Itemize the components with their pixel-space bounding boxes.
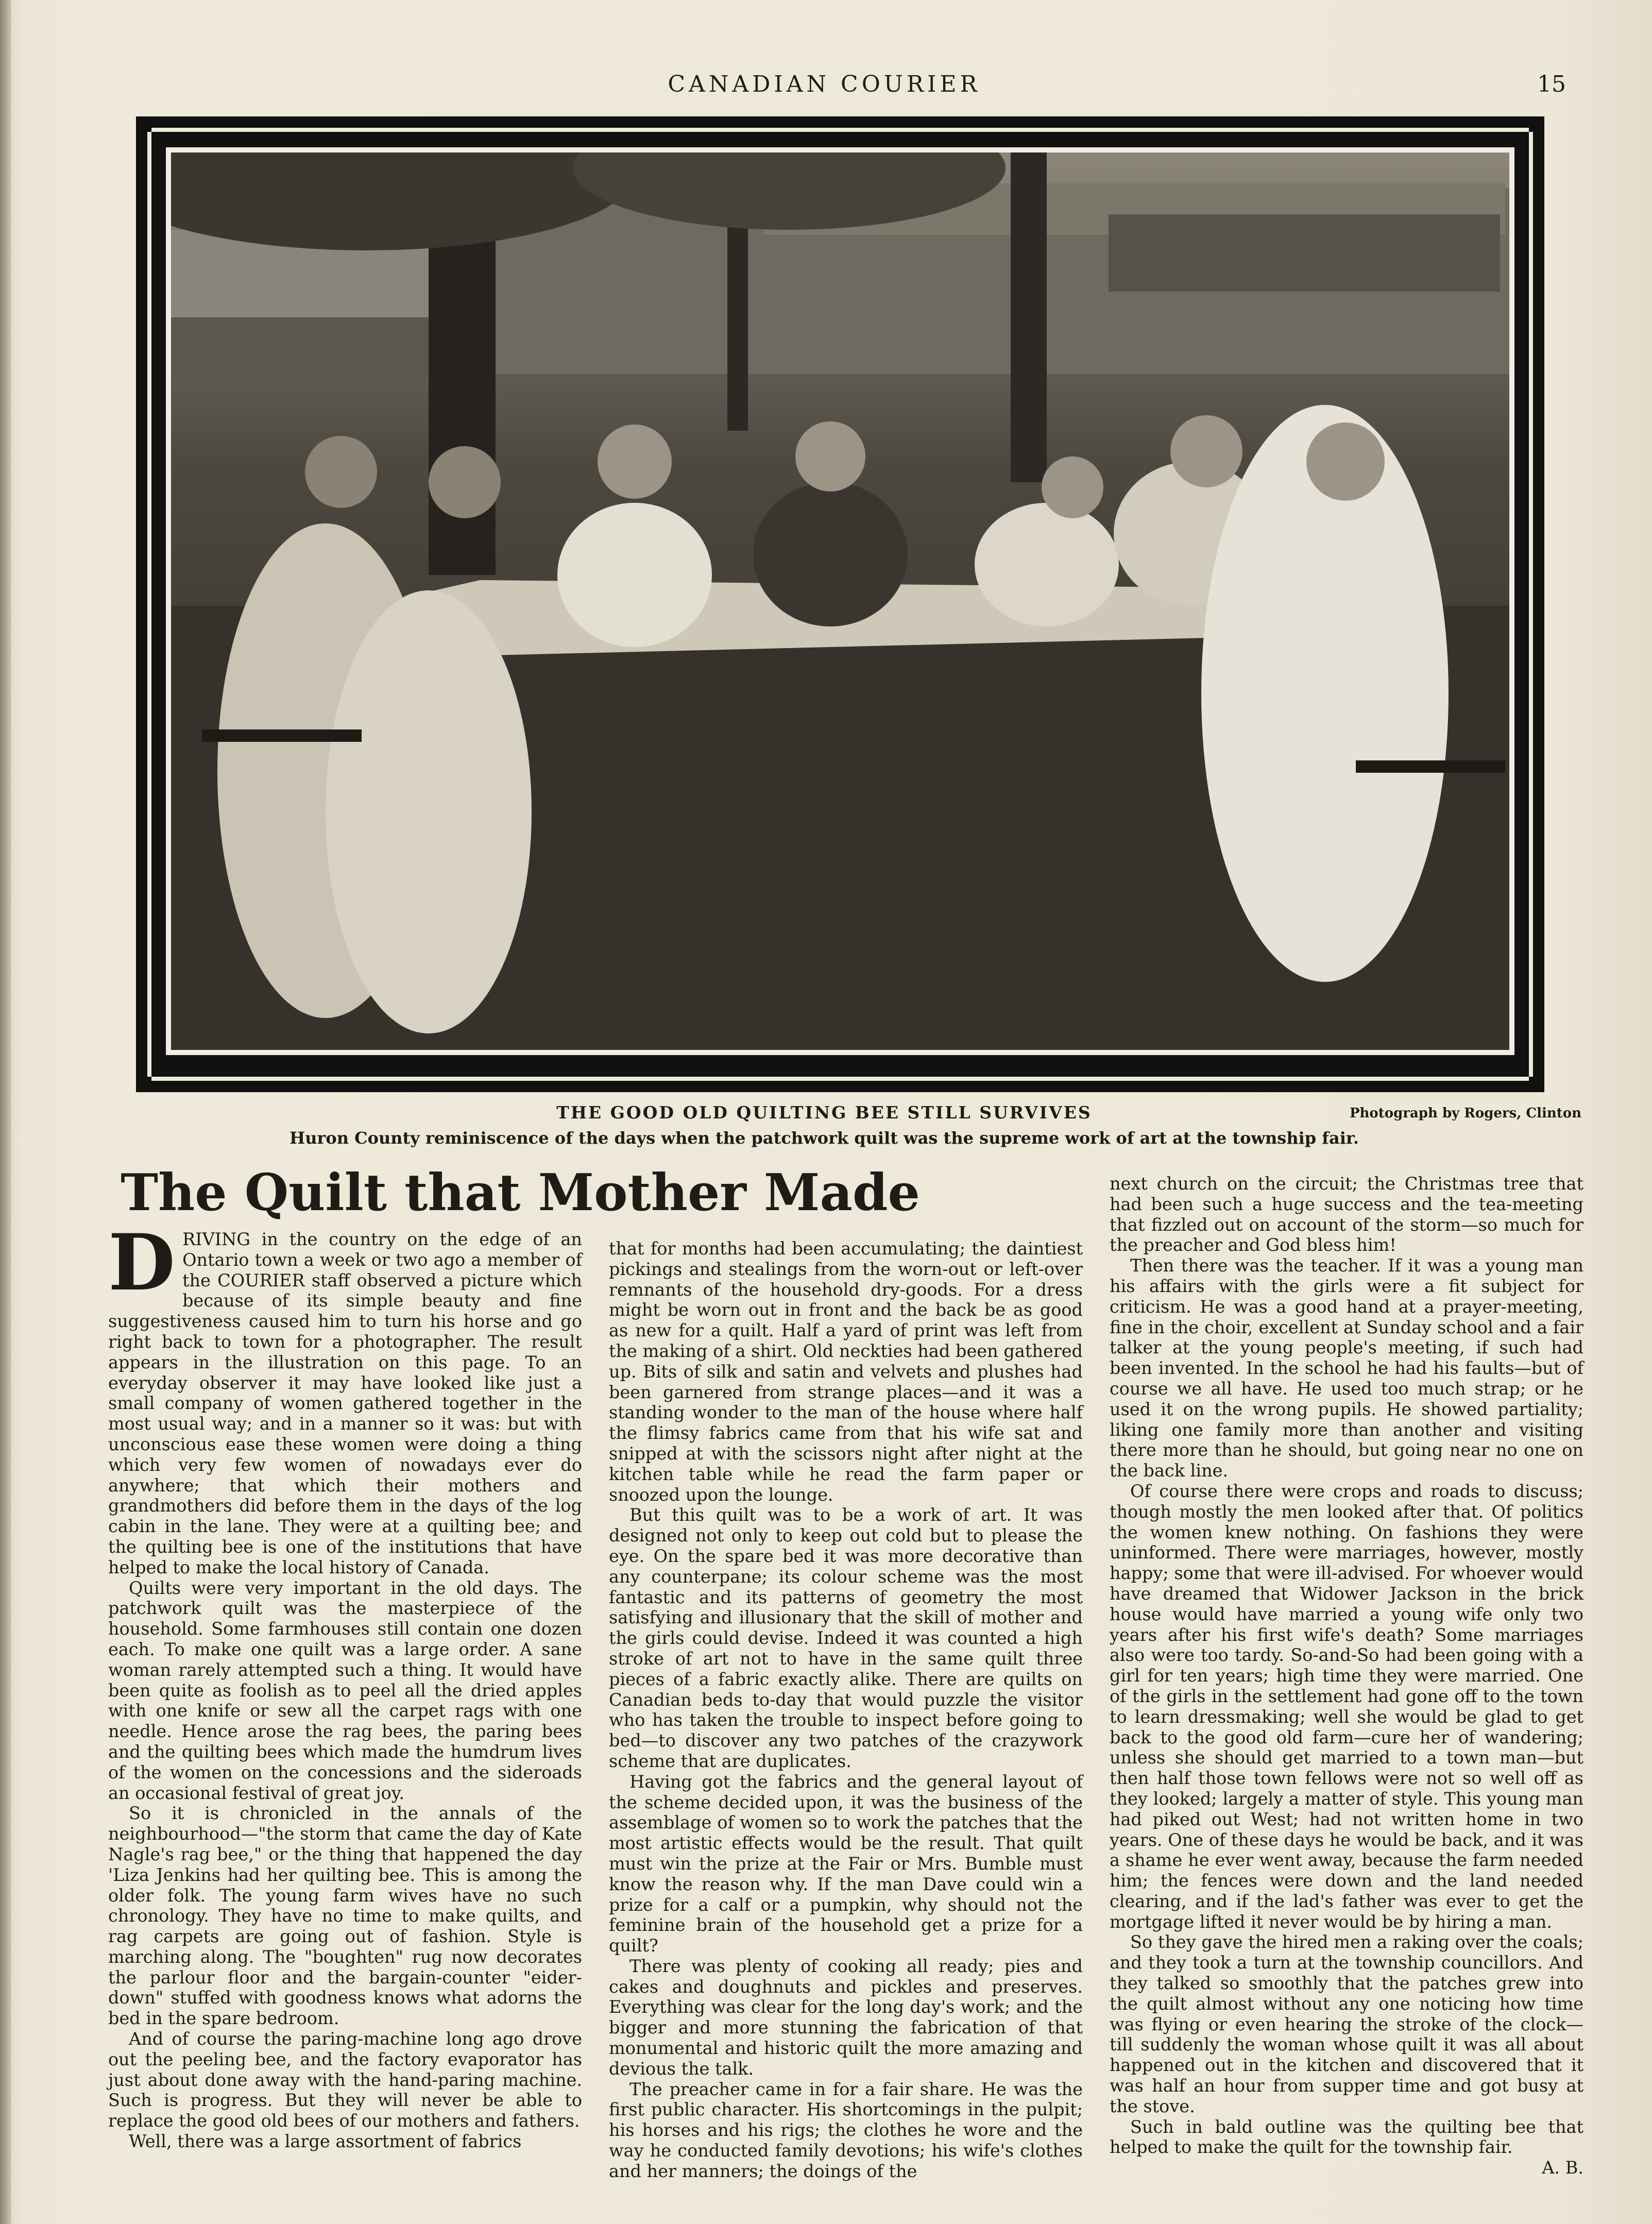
quilting-bee-photograph [166,147,1514,1055]
article-column-1 [108,1217,582,2152]
page-binding-edge [0,0,11,2224]
paragraph: Of course there were crops and roads to discuss; though mostly the men looked after that. Of politics the women knew nothing. On fashions they were uninformed. There were marriages, however, mostly happy; some that were ill-advised. For whoever would have dreamed that Widower Jackson in the brick house would have married a young wife only two years after his first wife's death? Some marriages also were too tardy. So-and-So had been going with a girl for ten years; high time they were married. One of the girls in the settlement had gone off to the town to learn dressmaking; well she would be glad to get back to the good old farm—cure her of wandering; unless she should get married to a town man—but then half those town fellows were not so well off as they looked; largely a matter of style. This young man had piked out West; had not written home in two years. One of these days he would be back, and it was a shame he ever went away, because the farm needed him; the fences were down and the land needed clearing, and if the lad's father was ever to get the mortgage lifted it never would be by hiring a man. [1110,1481,1583,1932]
paragraph: So they gave the hired men a raking over the coals; and they took a turn at the township councillors. And they talked so smoothly that the patches grew into the quilt almost without any one noticing how time was flying or even hearing the stroke of the clock—till suddenly the woman whose quilt it was all about happened out in the kitchen and discovered that it was half an hour from supper time and got busy at the stove. [1110,1932,1583,2116]
paragraph: Then there was the teacher. If it was a young man his affairs with the girls were a fit subject for criticism. He was a good hand at a prayer-meeting, fine in the choir, excellent at Sunday school and a fair talker at the young people's meeting, if such had been invented. In the school he had his faults—but of course we all have. He used too much strap; or he used it on the wrong pupils. He showed partiality; liking one family more than another and visiting there more than he should, but going near no one on the back line. [1110,1255,1583,1481]
frame-rule-bottom [151,1077,1529,1081]
photograph-image [171,152,1509,1050]
paragraph: Having got the fabrics and the general layout of the scheme decided upon, it was the business of the assemblage of women so to work the patches that the most artistic effects would be the result. That quilt must win the prize at the Fair or Mrs. Bumble must know the reason why. If the man Dave could win a prize for a calf or a pumpkin, why should not the feminine brain of the household get a prize for a quilt? [609,1771,1083,1956]
author-signature: A. B. [1542,2158,1583,2178]
frame-rule-left [147,132,151,1077]
frame-rule-right [1529,132,1533,1077]
drop-cap: D [108,1217,176,1308]
paragraph: So it is chronicled in the annals of the neighbourhood—"the storm that came the day of Kate Nagle's rag bee," or the thing that happened the day 'Liza Jenkins had her quilting bee. This is among the older folk. The young farm wives have no such chronology. They have no time to make quilts, and rag carpets are going out of fashion. Style is marching along. The "boughten" rug now decorates the parlour floor and the bargain-counter "eider-down" stuffed with goodness knows what adorns the bed in the spare bedroom. [108,1803,582,2029]
paragraph: And of course the paring-machine long ago drove out the peeling bee, and the factory evaporator has just about done away with the hand-paring machine. Such is progress. But they will never be able to replace the good old bees of our mothers and fathers. [108,2029,582,2131]
paragraph: The preacher came in for a fair share. He was the first public character. His shortcomings in the pulpit; his horses and his rigs; the clothes he wore and the way he conducted family devotions; his wife's clothes and her manners; the doings of the [609,2079,1083,2181]
photo-caption: Huron County reminiscence of the days when the patchwork quilt was the supreme work of art at the township fair. [289,1128,1359,1148]
paragraph: Quilts were very important in the old days. The patchwork quilt was the masterpiece of the household. Some farmhouses still contain one dozen each. To make one quilt was a large order. A sane woman rarely attempted such a thing. It would have been quite as foolish as to peel all the dried apples with one knife or sew all the carpet rags with one needle. Hence arose the rag bees, the paring bees and the quilting bees which made the humdrum lives of the women on the concessions and the sideroads an occasional festival of great joy. [108,1577,582,1803]
photo-caption-title: THE GOOD OLD QUILTING BEE STILL SURVIVES [556,1102,1092,1123]
paragraph: next church on the circuit; the Christmas tree that had been such a huge success and the tea-meeting that fizzled out on account of the storm—so much for the preacher and God bless him! [1110,1174,1583,1255]
paragraph: RIVING in the country on the edge of an Ontario town a week or two ago a member of the COURIER staff observed a picture which because of its simple beauty and fine suggestiveness caused him to turn his horse and go right back to town for a photographer. The result appears in the illustration on this page. To an everyday observer it may have looked like just a small company of women gathered together in the most usual way; and in a manner so it was: but with unconscious ease these women were doing a thing which very few women of nowadays ever do anywhere; that which their mothers and grandmothers did before them in the days of the log cabin in the lane. They were at a quilting bee; and the quilting bee is one of the institutions that have helped to make the local history of Canada. [108,1229,582,1577]
article-headline: The Quilt that Mother Made [121,1163,920,1223]
article-column-2 [609,1238,1083,2182]
paragraph: But this quilt was to be a work of art. It was designed not only to keep out cold but to please the eye. On the spare bed it was more decorative than any counterpane; its colour scheme was the most fantastic and its patterns of geometry the most satisfying and illusionary that the skill of mother and the girls could devise. Indeed it was counted a high stroke of art not to have in the same quilt three pieces of a fabric exactly alike. There are quilts on Canadian beds to-day that would puzzle the visitor who has taken the trouble to inspect before going to bed—to discover any two patches of the crazywork scheme that are duplicates. [609,1505,1083,1771]
article-column-3 [1110,1174,1583,2178]
running-head: CANADIAN COURIER [668,71,981,97]
paragraph: There was plenty of cooking all ready; pies and cakes and doughnuts and pickles and preserves. Everything was clear for the long day's work; and the bigger and more stunning the fabrication of that monumental and historic quilt the more amazing and devious the talk. [609,1956,1083,2079]
paragraph: Well, there was a large assortment of fabrics [129,2131,522,2152]
page-number: 15 [1537,71,1566,97]
paragraph: that for months had been accumulating; the daintiest pickings and stealings from the worn-out or left-over remnants of the household dry-goods. For a dress might be worn out in front and the back be as good as new for a quilt. Half a yard of print was left from the making of a shirt. Old neckties had been gathered up. Bits of silk and satin and velvets and plushes had been garnered from strange places—and it was a standing wonder to the man of the house where half the flimsy fabrics came from that his wife sat and snipped at with the scissors night after night at the kitchen table while he read the farm paper or snoozed upon the lounge. [609,1238,1083,1505]
photo-credit: Photograph by Rogers, Clinton [1349,1106,1581,1121]
photo-frame [136,116,1544,1092]
frame-rule-top [151,128,1529,132]
paragraph: Such in bald outline was the quilting bee that helped to make the quilt for the township fair. [1110,2116,1583,2158]
